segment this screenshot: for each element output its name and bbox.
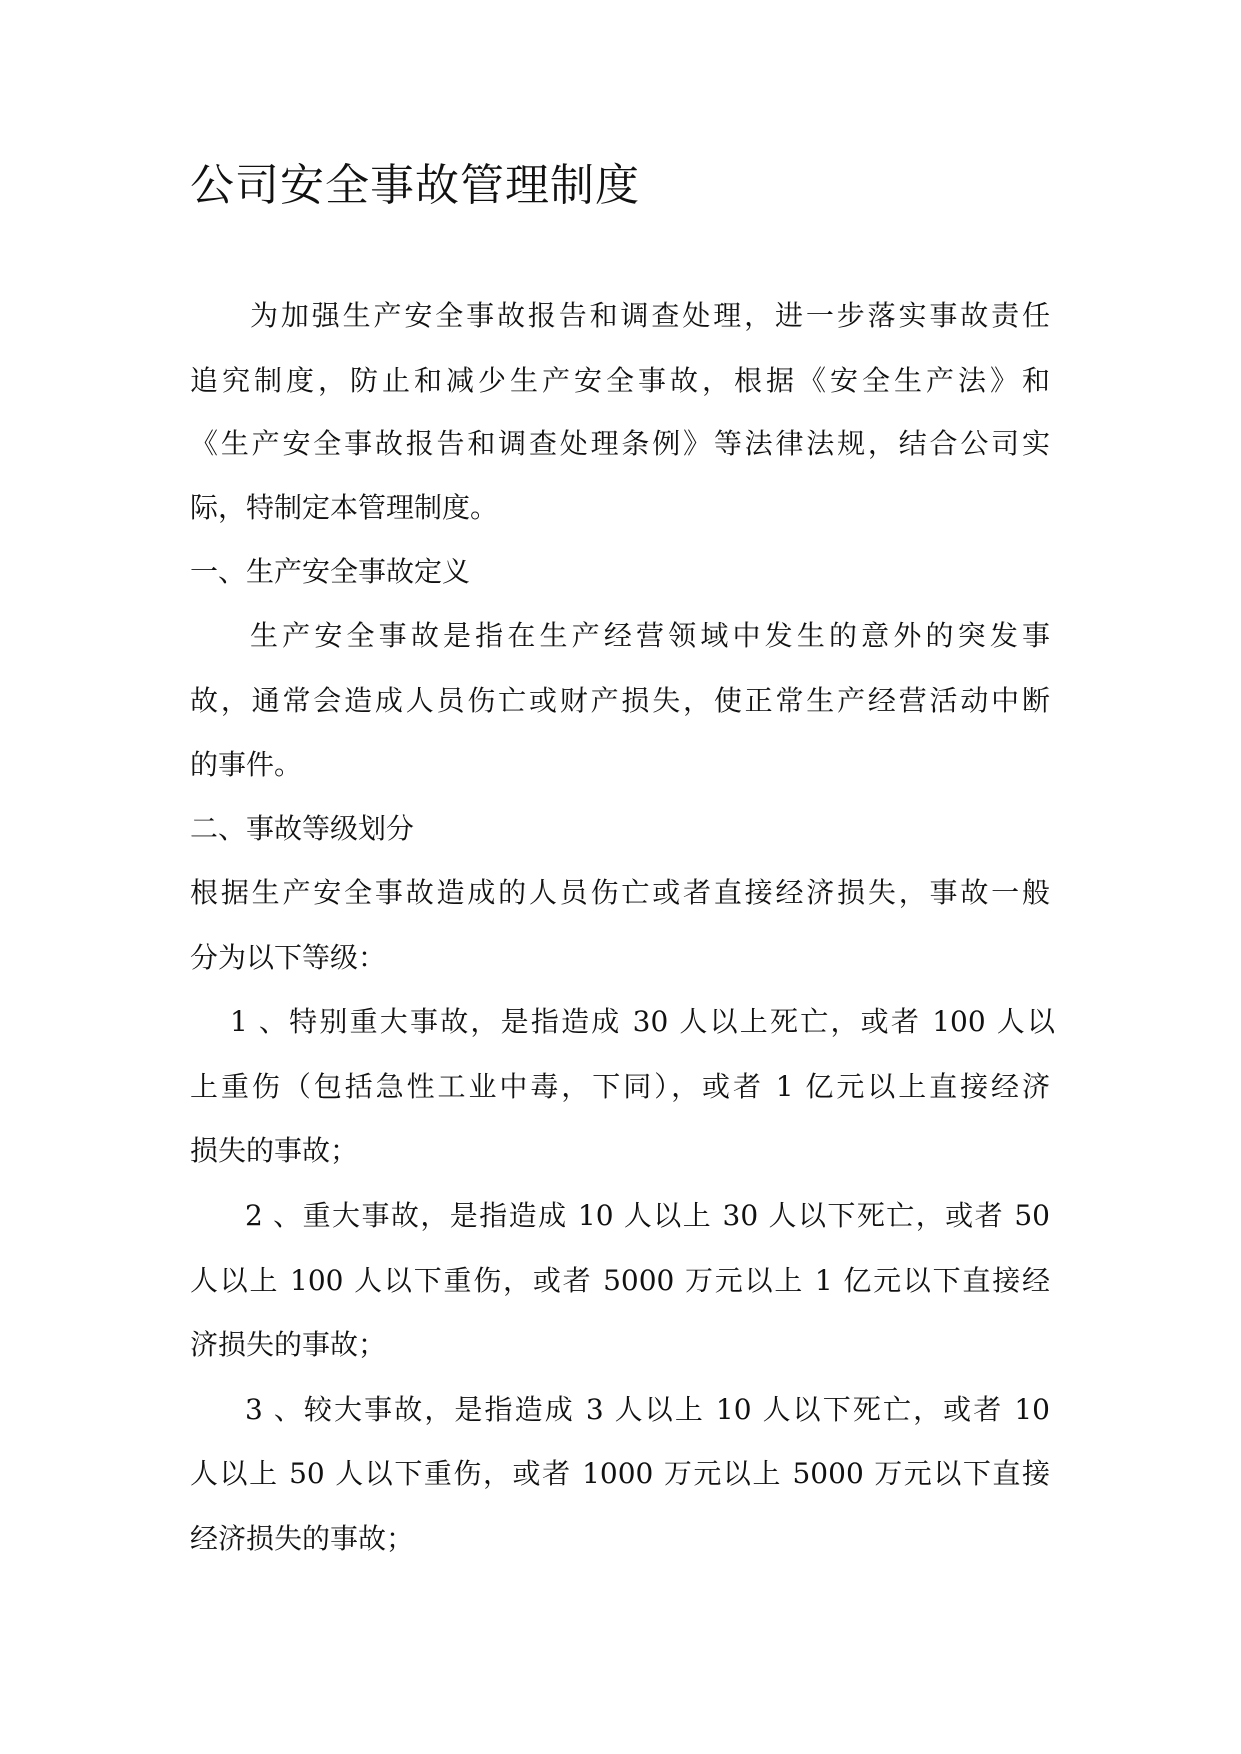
list-item-line: 经济损失的事故； xyxy=(190,1522,415,1555)
paragraph-line: 《生产安全事故报告和调查处理条例》等法律法规，结合公司实 xyxy=(190,427,1050,460)
paragraph-line: 际，特制定本管理制度。 xyxy=(190,491,499,524)
list-item-line: 人以上 100 人以下重伤，或者 5000 万元以上 1 亿元以下直接经 xyxy=(190,1264,1050,1297)
list-item-line: 人以上 50 人以下重伤，或者 1000 万元以上 5000 万元以下直接 xyxy=(190,1457,1050,1490)
paragraph-line: 根据生产安全事故造成的人员伤亡或者直接经济损失，事故一般 xyxy=(190,876,1050,909)
list-item-line: 上重伤（包括急性工业中毒，下同），或者 1 亿元以上直接经济 xyxy=(190,1070,1050,1103)
list-item-line: 济损失的事故； xyxy=(190,1328,387,1361)
paragraph-line: 的事件。 xyxy=(190,748,303,781)
document-title: 公司安全事故管理制度 xyxy=(190,160,640,211)
list-item-line: 损失的事故； xyxy=(190,1134,359,1167)
paragraph-line: 分为以下等级： xyxy=(190,941,387,974)
paragraph-line: 追究制度，防止和减少生产安全事故，根据《安全生产法》和 xyxy=(190,364,1050,397)
section-heading: 二、事故等级划分 xyxy=(190,812,415,845)
paragraph-line: 生产安全事故是指在生产经营领域中发生的意外的突发事 xyxy=(250,619,1050,652)
list-item-line: 2 、重大事故，是指造成 10 人以上 30 人以下死亡，或者 50 xyxy=(245,1199,1050,1232)
paragraph-line: 为加强生产安全事故报告和调查处理，进一步落实事故责任 xyxy=(250,299,1050,332)
list-item-line: 3 、较大事故，是指造成 3 人以上 10 人以下死亡，或者 10 xyxy=(245,1393,1050,1426)
paragraph-line: 故，通常会造成人员伤亡或财产损失，使正常生产经营活动中断 xyxy=(190,684,1050,717)
section-heading: 一、生产安全事故定义 xyxy=(190,555,471,588)
list-item-line: 1 、特别重大事故，是指造成 30 人以上死亡，或者 100 人以 xyxy=(230,1005,1055,1038)
